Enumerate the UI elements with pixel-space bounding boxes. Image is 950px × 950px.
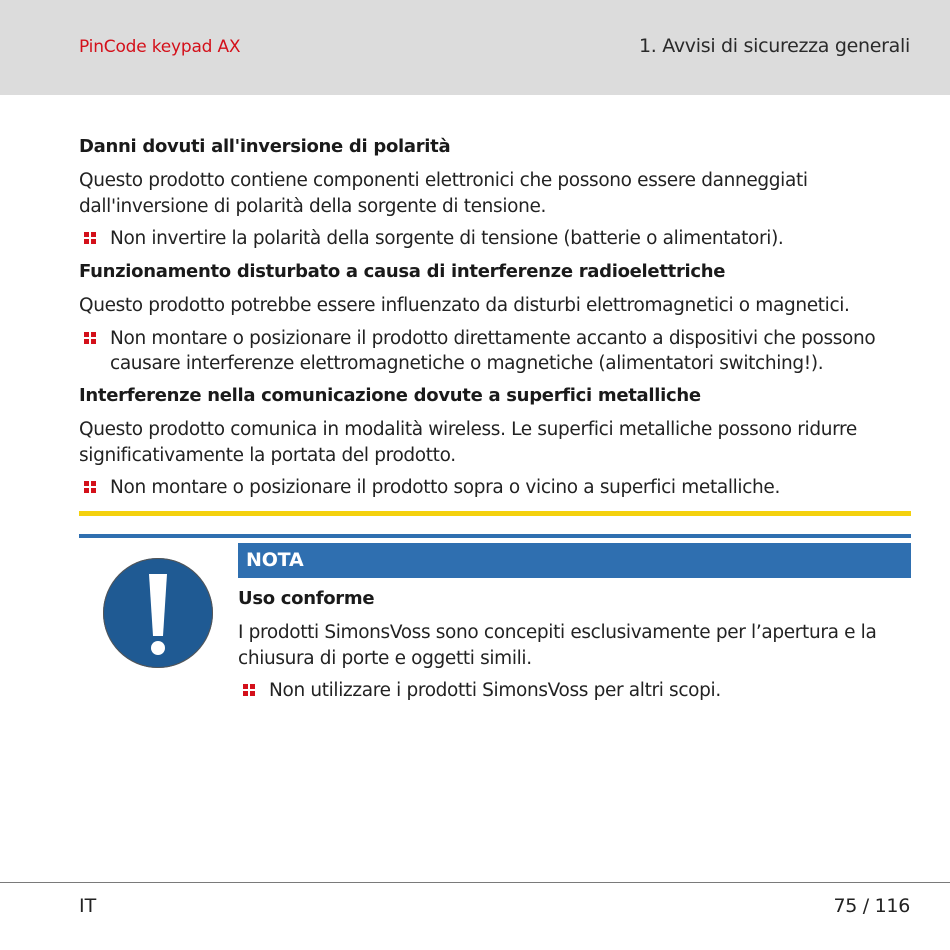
list-item xyxy=(79,226,911,251)
bullet-icon xyxy=(84,232,97,245)
product-name: PinCode keypad AX xyxy=(79,37,241,57)
warning-section xyxy=(79,135,911,251)
page-header xyxy=(0,0,950,95)
note-title-bar xyxy=(238,543,911,578)
warning-section xyxy=(79,260,911,376)
list-item-text: Non montare o posizionare il prodotto sopra o vicino a superfici metalliche. xyxy=(110,477,780,498)
note-body xyxy=(238,587,911,703)
exclamation-icon xyxy=(103,558,213,668)
page-number: 75 / 116 xyxy=(833,895,910,917)
note-heading: Uso conforme xyxy=(238,588,375,609)
list-item-text: Non invertire la polarità della sorgente di tensione (batterie o alimentatori). xyxy=(110,228,784,249)
footer-language: IT xyxy=(79,895,97,917)
list-item-text: Non utilizzare i prodotti SimonsVoss per altri scopi. xyxy=(269,680,721,701)
section-heading: Danni dovuti all'inversione di polarità xyxy=(79,136,451,157)
section-heading: Interferenze nella comunicazione dovute a superfici metalliche xyxy=(79,385,701,406)
section-title: 1. Avvisi di sicurezza generali xyxy=(639,35,910,57)
section-text: Questo prodotto contiene componenti elettronici che possono essere danneggiati dall'inversione di polarità della sorgente di tensione. xyxy=(79,170,808,217)
list-item xyxy=(238,678,911,703)
bullet-icon xyxy=(84,481,97,494)
note-top-rule xyxy=(79,534,911,538)
note-label: NOTA xyxy=(246,549,304,571)
list-item-text: Non montare o posizionare il prodotto direttamente accanto a dispositivi che possono causare interferenze elettromagnetiche o magnetiche (alimentatori switching!). xyxy=(110,328,876,374)
note-text: I prodotti SimonsVoss sono concepiti esclusivamente per l’apertura e la chiusura di porte e oggetti simili. xyxy=(238,622,877,669)
warning-section xyxy=(79,384,911,500)
list-item xyxy=(79,326,911,376)
bullet-icon xyxy=(84,332,97,345)
divider xyxy=(79,511,911,516)
bullet-icon xyxy=(243,684,256,697)
footer-divider xyxy=(0,882,950,883)
main-content xyxy=(79,135,911,500)
section-heading: Funzionamento disturbato a causa di interferenze radioelettriche xyxy=(79,261,726,282)
list-item xyxy=(79,475,911,500)
section-text: Questo prodotto comunica in modalità wireless. Le superfici metalliche possono ridurre significativamente la portata del prodotto. xyxy=(79,419,857,466)
section-text: Questo prodotto potrebbe essere influenzato da disturbi elettromagnetici o magnetici. xyxy=(79,295,850,316)
